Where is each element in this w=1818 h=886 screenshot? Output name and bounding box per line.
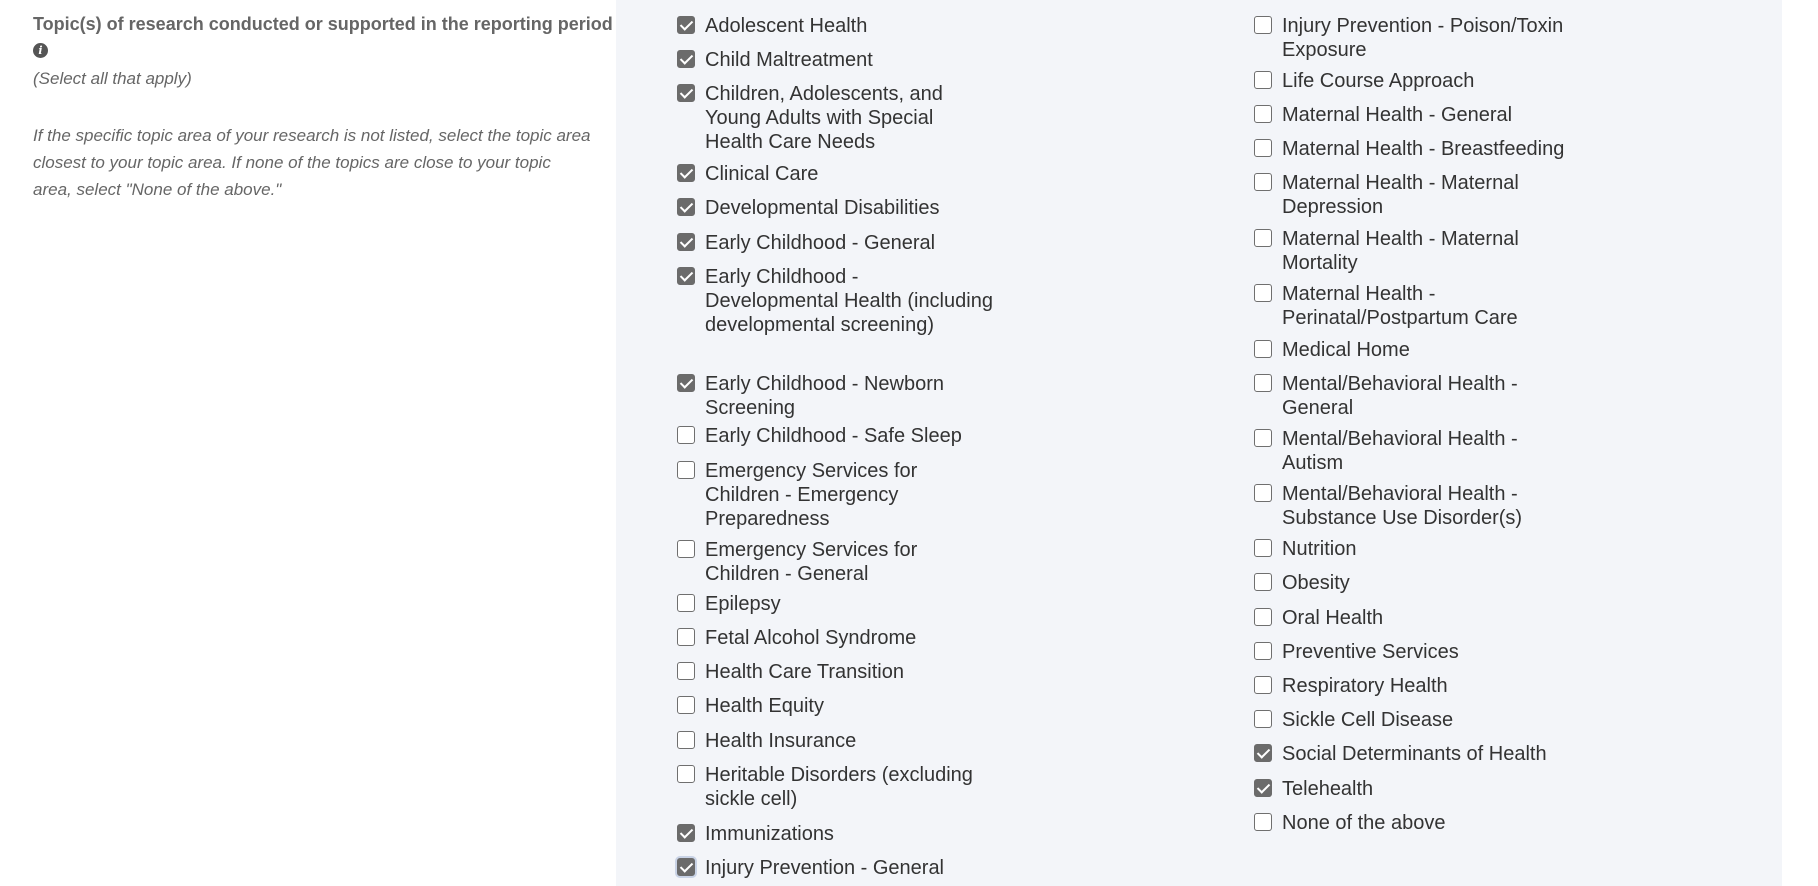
topic-option-label[interactable]: Early Childhood - Developmental Health (including developmental screening): [705, 266, 993, 336]
checkbox-unchecked[interactable]: [677, 765, 695, 783]
topic-option[interactable]: [677, 14, 1017, 38]
topic-option[interactable]: [1254, 137, 1594, 161]
checkbox-unchecked[interactable]: [677, 628, 695, 646]
topic-option-label[interactable]: Clinical Care: [705, 163, 819, 185]
topic-option-label[interactable]: Health Insurance: [705, 730, 857, 752]
checkbox-unchecked[interactable]: [1254, 608, 1272, 626]
topic-option-label[interactable]: Developmental Disabilities: [705, 197, 940, 219]
checkbox-checked[interactable]: [1254, 744, 1272, 762]
checkbox-unchecked[interactable]: [1254, 71, 1272, 89]
topic-option[interactable]: [1254, 777, 1594, 801]
topic-option-label[interactable]: Health Equity: [705, 695, 824, 717]
checkbox-checked[interactable]: [677, 16, 695, 34]
checkbox-unchecked[interactable]: [677, 696, 695, 714]
topic-option[interactable]: [677, 660, 1017, 684]
topic-option-label[interactable]: Health Care Transition: [705, 661, 904, 683]
question-hint: (Select all that apply): [33, 69, 192, 88]
topic-option-label[interactable]: Maternal Health - Breastfeeding: [1282, 138, 1565, 160]
checkbox-unchecked[interactable]: [677, 426, 695, 444]
topic-option[interactable]: [677, 822, 1017, 846]
checkbox-unchecked[interactable]: [677, 540, 695, 558]
topic-option-label[interactable]: Respiratory Health: [1282, 675, 1448, 697]
topic-option[interactable]: [677, 763, 1017, 811]
topic-option-label[interactable]: Immunizations: [705, 823, 834, 845]
checkbox-unchecked[interactable]: [1254, 813, 1272, 831]
topic-option-label[interactable]: Early Childhood - Newborn Screening: [705, 373, 945, 419]
checkbox-checked[interactable]: [677, 824, 695, 842]
topic-option-label[interactable]: Children, Adolescents, and Young Adults with Special Health Care Needs: [705, 83, 943, 153]
topic-option[interactable]: [677, 48, 1017, 72]
topic-option[interactable]: [677, 729, 1017, 753]
checkbox-unchecked[interactable]: [1254, 676, 1272, 694]
topic-option-label[interactable]: Heritable Disorders (excluding sickle cell): [705, 764, 973, 810]
topic-option-label[interactable]: Obesity: [1282, 572, 1350, 594]
topic-option[interactable]: [1254, 372, 1594, 420]
topic-option-label[interactable]: Emergency Services for Children - Emergency Preparedness: [705, 460, 918, 530]
topic-option[interactable]: [1254, 103, 1594, 127]
checkbox-checked[interactable]: [677, 374, 695, 392]
topic-option-label[interactable]: Fetal Alcohol Syndrome: [705, 627, 917, 649]
topic-option[interactable]: [1254, 674, 1594, 698]
options-panel: [616, 0, 1782, 886]
info-icon[interactable]: i: [33, 43, 48, 58]
topic-option-label[interactable]: Preventive Services: [1282, 641, 1459, 663]
topic-option[interactable]: [677, 626, 1017, 650]
topic-option-label[interactable]: Mental/Behavioral Health - General: [1282, 373, 1518, 419]
checkbox-unchecked[interactable]: [1254, 340, 1272, 358]
topic-option[interactable]: [677, 162, 1017, 186]
topic-option[interactable]: [677, 424, 1017, 448]
topic-option-label[interactable]: Injury Prevention - Poison/Toxin Exposure: [1282, 15, 1564, 61]
topic-option-label[interactable]: Nutrition: [1282, 538, 1357, 560]
topic-option[interactable]: [677, 196, 1017, 220]
topic-option[interactable]: [677, 694, 1017, 718]
topic-option[interactable]: [1254, 14, 1594, 62]
checkbox-unchecked[interactable]: [1254, 484, 1272, 502]
topic-option[interactable]: [1254, 742, 1594, 766]
topic-option[interactable]: [1254, 227, 1594, 275]
topic-option[interactable]: [1254, 640, 1594, 664]
topic-option-label[interactable]: Injury Prevention - General: [705, 857, 945, 879]
topic-option[interactable]: [677, 538, 1017, 586]
topic-option-label[interactable]: Child Maltreatment: [705, 49, 873, 71]
topic-option[interactable]: [1254, 427, 1594, 475]
topic-option[interactable]: [1254, 69, 1594, 93]
topic-option-label[interactable]: Emergency Services for Children - General: [705, 539, 918, 585]
topic-option[interactable]: [677, 592, 1017, 616]
topic-option[interactable]: [1254, 482, 1594, 530]
topic-option-label[interactable]: Adolescent Health: [705, 15, 868, 37]
topic-option-label[interactable]: Life Course Approach: [1282, 70, 1475, 92]
topic-option[interactable]: [677, 856, 1017, 880]
checkbox-unchecked[interactable]: [677, 662, 695, 680]
checkbox-unchecked[interactable]: [1254, 284, 1272, 302]
topic-option-label[interactable]: None of the above: [1282, 812, 1446, 834]
topic-option[interactable]: [1254, 708, 1594, 732]
topic-option[interactable]: [677, 459, 1017, 531]
checkbox-unchecked[interactable]: [1254, 539, 1272, 557]
checkbox-checked[interactable]: [677, 267, 695, 285]
question-title: Topic(s) of research conducted or supported in the reporting period: [33, 14, 613, 34]
checkbox-unchecked[interactable]: [1254, 429, 1272, 447]
topic-option[interactable]: [1254, 282, 1594, 330]
topic-option[interactable]: [1254, 571, 1594, 595]
checkbox-unchecked[interactable]: [1254, 642, 1272, 660]
checkbox-unchecked[interactable]: [1254, 173, 1272, 191]
topic-option-label[interactable]: Telehealth: [1282, 778, 1374, 800]
topic-option[interactable]: [1254, 606, 1594, 630]
question-note: If the specific topic area of your research is not listed, select the topic area closest to your topic area. If none of the topics are close to your topic area, select "None of the above.": [33, 126, 591, 199]
topic-option[interactable]: [677, 265, 1017, 337]
topic-option-label[interactable]: Early Childhood - Safe Sleep: [705, 425, 962, 447]
checkbox-unchecked[interactable]: [677, 461, 695, 479]
topic-option-label[interactable]: Mental/Behavioral Health - Substance Use Disorder(s): [1282, 483, 1523, 529]
topic-option-label[interactable]: Sickle Cell Disease: [1282, 709, 1454, 731]
checkbox-unchecked[interactable]: [1254, 139, 1272, 157]
checkbox-unchecked[interactable]: [1254, 105, 1272, 123]
topic-option[interactable]: [677, 372, 1017, 420]
checkbox-unchecked[interactable]: [677, 731, 695, 749]
checkbox-checked[interactable]: [1254, 779, 1272, 797]
checkbox-unchecked[interactable]: [1254, 573, 1272, 591]
topic-option[interactable]: [1254, 537, 1594, 561]
topic-option-label[interactable]: Maternal Health - Maternal Mortality: [1282, 228, 1519, 274]
topic-option[interactable]: [1254, 811, 1594, 835]
topic-option-label[interactable]: Maternal Health - General: [1282, 104, 1513, 126]
topic-option[interactable]: [677, 82, 1017, 154]
checkbox-unchecked[interactable]: [677, 594, 695, 612]
topic-option[interactable]: [677, 231, 1017, 255]
checkbox-checked[interactable]: [677, 233, 695, 251]
topic-option[interactable]: [1254, 338, 1594, 362]
checkbox-unchecked[interactable]: [1254, 710, 1272, 728]
question-label-column: [33, 0, 613, 886]
checkbox-unchecked[interactable]: [1254, 229, 1272, 247]
checkbox-checked[interactable]: [677, 84, 695, 102]
checkbox-checked[interactable]: [677, 858, 695, 876]
checkbox-unchecked[interactable]: [1254, 374, 1272, 392]
topic-option-label[interactable]: Oral Health: [1282, 607, 1384, 629]
checkbox-checked[interactable]: [677, 164, 695, 182]
checkbox-checked[interactable]: [677, 198, 695, 216]
topic-option-label[interactable]: Early Childhood - General: [705, 232, 936, 254]
topic-option-label[interactable]: Medical Home: [1282, 339, 1410, 361]
checkbox-unchecked[interactable]: [1254, 16, 1272, 34]
topic-option-label[interactable]: Epilepsy: [705, 593, 781, 615]
checkbox-checked[interactable]: [677, 50, 695, 68]
topic-option-label[interactable]: Maternal Health - Perinatal/Postpartum Care: [1282, 283, 1518, 329]
topic-option-label[interactable]: Social Determinants of Health: [1282, 743, 1547, 765]
topic-option-label[interactable]: Mental/Behavioral Health - Autism: [1282, 428, 1518, 474]
topic-option[interactable]: [1254, 171, 1594, 219]
topic-option-label[interactable]: Maternal Health - Maternal Depression: [1282, 172, 1519, 218]
